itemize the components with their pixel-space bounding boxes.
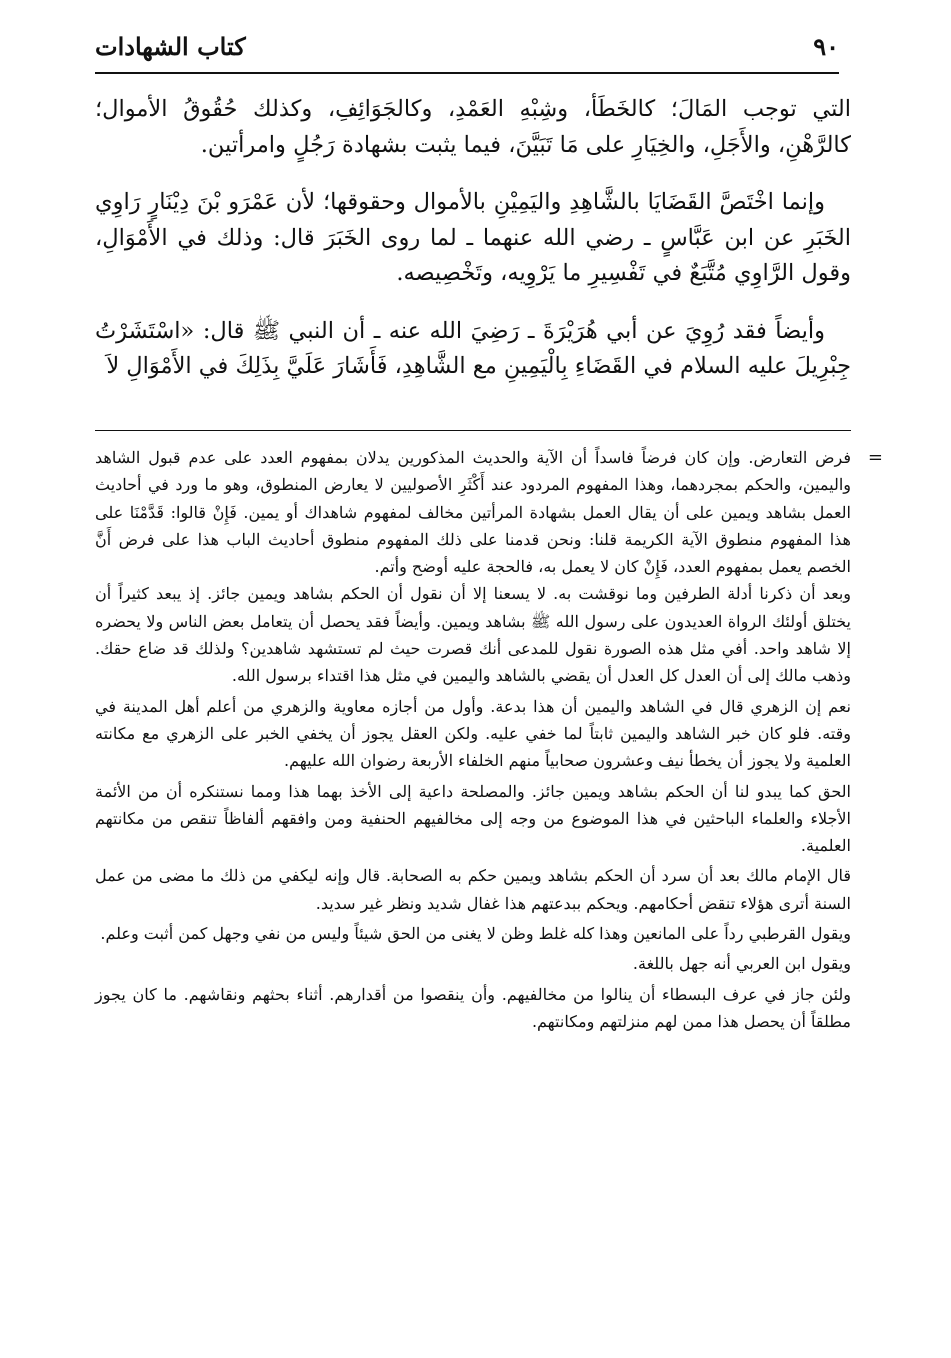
footnote-paragraph: قال الإمام مالك بعد أن سرد أن الحكم بشاهد ويمين حكم به الصحابة. قال وإنه ليكفي من ذلك ما مضى من عمل السنة أترى هؤلاء تنقض أحكامهم. ويحكم ببدعتهم هذا غفال شديد ونظر غير سديد. (95, 866, 851, 913)
page-header (95, 28, 839, 68)
footnote-divider (95, 430, 851, 431)
page-number: ٩٠ (813, 32, 839, 61)
main-paragraph: وأيضاً فقد رُوِيَ عن أبي هُرَيْرَةَ ـ رَضِيَ الله عنه ـ أن النبي ﷺ قال: «اسْتَشَرْتُ جِبْرِيلَ عليه السلام في القَضَاءِ بِالْيَمِينِ مع الشَّاهِدِ، فَأَشَارَ عَلَيَّ بِذَلِكَ في الأَمْوَالِ لاَ (95, 317, 851, 379)
main-paragraph: وإنما اخْتَصَّ القَضَايَا بالشَّاهِدِ واليَمِيْنِ بالأموال وحقوقها؛ لأن عَمْرَو بْنَ دِيْنَارٍ رَاوِي الخَبَرِ عن ابن عَبَّاسٍ ـ رضي الله عنهما ـ لما روى الخَبَرَ قال: وذلك في الأَمْوَالِ، وقول الرَّاوِي مُتَّبَعٌ في تَفْسِيرِ ما يَرْوِيه، وتَخْصِيصه. (95, 189, 851, 286)
footnote-paragraph: ولئن جاز في عرف البسطاء أن ينالوا من مخالفيهم. وأن ينقصوا من أقدارهم. أثناء بحثهم ونقاشهم. ما كان يجوز مطلقاً أن يحصل هذا ممن لهم منزلتهم ومكانتهم. (95, 984, 851, 1031)
footnote-paragraph: وبعد أن ذكرنا أدلة الطرفين وما نوقشت به. لا يسعنا إلا أن نقول أن الحكم بشاهد ويمين جائز. إذ يبعد كثيراً أن يختلق أولئك الرواة العديدون على رسول الله ﷺ بشاهد ويمين. وأيضاً فقد يحصل أن يتعامل بعض الناس ولا يحضره إلا شاهد واحد. أفي مثل هذه الصورة نقول للمدعى أنك قصرت حيث لم تستشهد شاهدين؟ ولذلك قد ضاع حقك. وذهب مالك إلى أن العدل كل العدل أن يقضي بالشاهد واليمين في مثل هذا اقتداء برسول الله. (95, 584, 852, 686)
footnote-paragraph: فرض التعارض. وإن كان فرضاً فاسداً أن الآية والحديث المذكورين يدلان بمفهوم العدد على عدم قبول الشاهد واليمين، والحكم بمجردهما، وهذا المفهوم المردود عند أَكْثَرِ الأصوليين لا يعارض المنطوق، وهو ما ورد في أحاديث العمل بشاهد ويمين على أن يقال العمل بشهادة المرأتين مخالف لمفهوم شاهداك أو يمين. فَإِنْ قالوا: قَدَّمْنَا على هذا المفهوم منطوق الآية الكريمة قلنا: ونحن قدمنا على ذلك المفهوم منطوق أحاديث الباب هذا على فرض أَنَّ الخصم يعمل بمفهوم العدد، فَإِنْ كان لا يعمل به، فالحجة عليه أوضح وأتم. (95, 448, 852, 577)
footnote-paragraph: نعم إن الزهري قال في الشاهد واليمين أن هذا بدعة. وأول من أجازه معاوية والزهري من أعلم أهل المدينة في وقته. فلو كان خبر الشاهد واليمين ثابتاً لما خفي عليه. ولكن العقل يجوز أن يخفي الخبر على الزهري مع مكانته العلمية ولا يجوز أن يخطأ نيف وعشرون صحابياً منهم الخلفاء الأربعة رضوان الله عليهم. (95, 696, 851, 771)
footnote-paragraph: ويقول القرطبي رداً على المانعين وهذا كله غلط وظن لا يغنى من الحق شيئاً وليس من نفي وجهل كمن أثبت وعلم. (100, 924, 851, 944)
footnote-paragraph: ويقول ابن العربي أنه جهل باللغة. (632, 954, 851, 974)
footnote-paragraph: الحق كما يبدو لنا أن الحكم بشاهد ويمين جائز. والمصلحة داعية إلى الأخذ بهما هذا ومما نستنكره أن من الأئمة الأجلاء والعلماء الباحثين في هذا الموضوع من وجه إلى مخالفيهم الحنفية ومن وافقهم ألفاظاً تنقص من مكانتهم العلمية. (95, 781, 852, 856)
footnote-continuation-mark: = (867, 447, 883, 468)
main-paragraph: التي توجب المَالَ؛ كالخَطَأ، وشِبْهِ العَمْدِ، وكالجَوَائِفِ، وكذلك حُقُوقُ الأموال؛ كالرَّهْنِ، والأَجَلِ، والخِيَارِ على مَا تَبَيَّنَ، فيما يثبت بشهادة رَجُلٍ وامرأتين. (95, 96, 851, 158)
running-title: كتاب الشهادات (95, 32, 246, 61)
header-divider (95, 72, 839, 74)
footnotes (95, 444, 883, 1035)
main-text (95, 92, 851, 407)
